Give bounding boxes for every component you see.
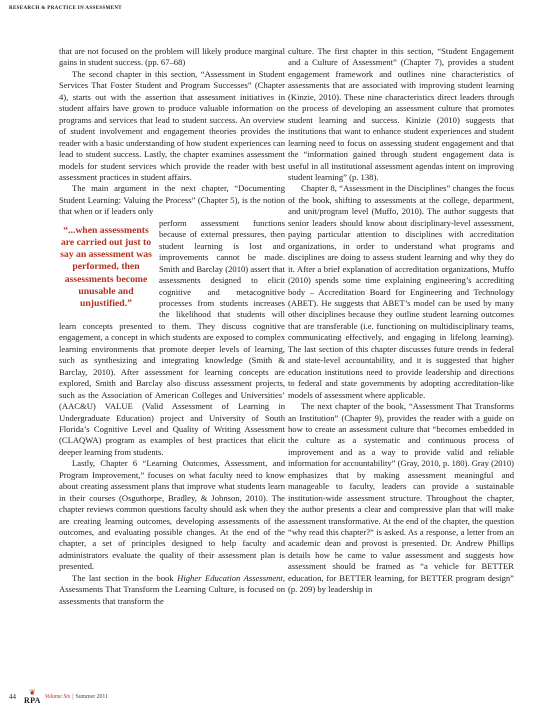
running-header: RESEARCH & PRACTICE IN ASSESSMENT bbox=[9, 6, 122, 11]
paragraph: Chapter 8, “Assessment in the Disciplines” changes the focus of the book, shifting to assessments at the college, department, and unit/program level (Muffo, 2010). The author suggests that senior leaders should know about disciplinary-level assessment, paying particular attention to disciplines with accreditation organizations, in order to understand what programs and disciplines are doing to assess student learning and why they do it. After a brief explanation of accreditation organizations, Muffo (2010) spends some time explaining engineering’s accrediting body – Accreditation Board for Engineering and Technology (ABET). He suggests that ABET’s model can be used by many other disciplines because they outline student learning outcomes that are transferable (i.e. functioning on multidisciplinary teams, communicating effectively, and engaging in lifelong learning). The last section of this chapter discusses future trends in federal and state-level accountability, and it is suggested that higher education institutions need to provide leadership and directions to federal and state governments by adopting accreditation-like models of assessment where applicable. bbox=[288, 183, 514, 400]
paragraph bbox=[59, 573, 285, 607]
paragraph: culture. The first chapter in this section, “Student Engagement and a Culture of Assessment” (Chapter 7), provides a student engagement framework and outlines nine characteristics of assessments that are associated with improving student learning (Kinzie, 2010). These nine characteristics direct leaders through the process of developing an assessment culture that promotes student learning and success. Kinizie (2010) suggests that institutions that want to enhance student experiences and student learning need to focus on assessing student engagement and that the “information gained through student engagement data is useful in all institutional assessment agendas intent on improving student learning” (p. 138). bbox=[288, 46, 514, 182]
page-footer bbox=[9, 689, 108, 705]
logo-text: RPA bbox=[24, 696, 41, 705]
page-number: 44 bbox=[9, 693, 16, 701]
book-title: Higher Education Assessment bbox=[177, 572, 283, 583]
journal-info bbox=[45, 694, 108, 700]
paragraph: that are not focused on the problem will likely produce marginal gains in student success. (pp. 67–68) bbox=[59, 46, 285, 68]
issue-date: Summer 2011 bbox=[75, 694, 109, 700]
separator: | bbox=[72, 694, 74, 700]
journal-issue: Volume Six bbox=[44, 694, 71, 700]
paragraph: The next chapter of the book, “Assessment That Transforms an Institution” (Chapter 9), provides the reader with a guide on how to create an assessment culture that “becomes embedded in the culture as a systematic and continuous process of improvement and as a way to provide valid and reliable information for accountability” (Gray, 2010, p. 180). Gray (2010) emphasizes that by making assessment meaningful and manageable to faculty, leaders can provide a sustainable institution-wide assessment structure. Throughout the chapter, the author presents a clear and compressive plan that will make assessment transformative. At the end of the chapter, the question “why read this chapter?” is asked. As a response, a letter from an academic dean and provost is presented. Dr. Andrew Phillips details how he came to value assessment and suggests how assessment should be framed as “a vehicle for BETTER education, for BETTER learning, for BETTER program design” (p. 209) by leadership in bbox=[288, 401, 514, 595]
logo-leaf-icon: ❦ bbox=[29, 688, 36, 697]
paragraph: perform assessment functions because of external pressures, then student learning is lost and improvements cannot be made. Smith and Barclay (2010) assert that assessments designed to elicit cognitive and metacognitive processes from students increases the likelihood that students will learn concepts presented to them. They discuss cognitive engagement, a concept in which students are exposed to complex learning environments that promote deeper levels of learning, such as synthesizing and integrating knowledge (Smith & Barclay, 2010). After assessment for learning concepts are explored, Smith and Barclay also discuss assessment projects, such as the Association of American Colleges and Universities’ (AAC&U) VALUE (Valid Assessment of Learning in Undergraduate Education) project and University of South Florida’s Cognitive Level and Quality of Writing Assessment (CLAQWA) program as examples of best practices that elicit deeper learning from students. bbox=[59, 217, 285, 457]
paragraph: The second chapter in this section, “Assessment in Student Services That Foster Student and Program Successes” (Chapter 4), starts out with the assertion that assessment initiatives in student affairs have grown to produce valuable information on programs and services that lead to student success. An overview of student involvement and engagement theories provides the reader with a basic understanding of how student experiences can lead to student success. Lastly, the chapter examines assessment models for student services which provide the reader with best assessment practices in student affairs. bbox=[59, 68, 285, 182]
paragraph: Lastly, Chapter 6 “Learning Outcomes, Assessment, and Program Improvement,” focuses on what faculty need to know about creating assessment plans that improve what students learn in their courses (Osguthorpe, Bradley, & Johnson, 2010). The chapter reviews common questions faculty should ask when they are creating learning outcomes, developing assessments of the outcomes, and evaluating possible changes. At the end of the chapter, a set of principles designed to help faculty and administrators evaluate the quality of their assessment plan is presented. bbox=[59, 458, 285, 572]
paragraph-text: The last section in the book bbox=[72, 572, 178, 583]
paragraph-text: , Assessments That Transform the Learning Culture, is focused on assessments that transform the bbox=[59, 572, 285, 606]
right-column bbox=[288, 46, 514, 596]
left-column bbox=[59, 46, 285, 607]
paragraph: The main argument in the next chapter, “Documenting Student Learning: Valuing the Process” (Chapter 5), is the notion that when or if leaders only bbox=[59, 183, 285, 217]
pull-quote: “...when assessments are carried out just to say an assessment was performed, then assessments become unusable and unjustified.” bbox=[60, 224, 152, 310]
rpa-logo bbox=[24, 689, 41, 705]
